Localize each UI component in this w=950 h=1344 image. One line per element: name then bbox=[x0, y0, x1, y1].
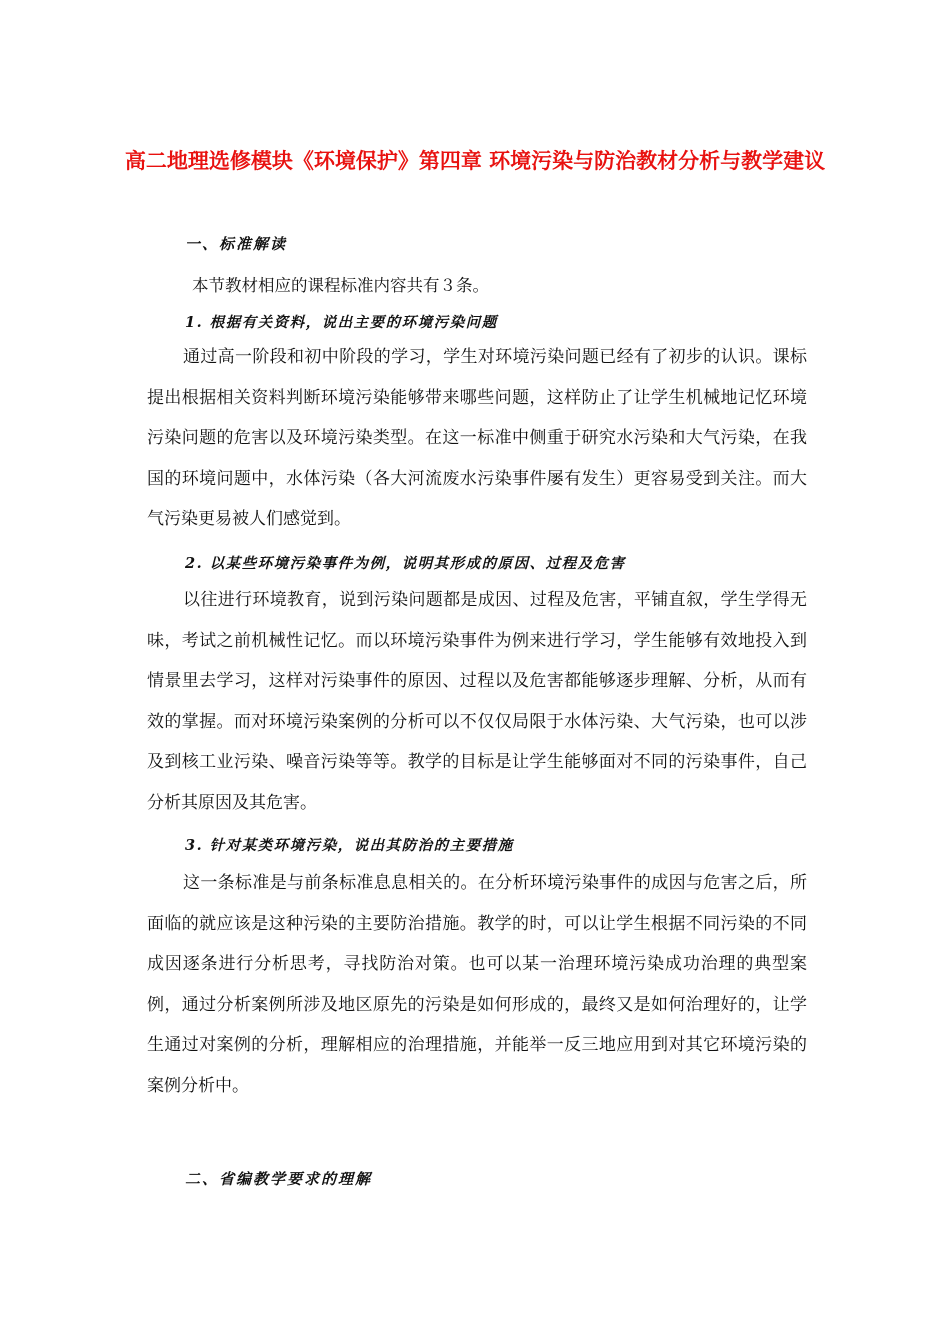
document-title: 高二地理选修模块《环境保护》第四章 环境污染与防治教材分析与教学建议 bbox=[124, 149, 826, 173]
standard-paragraph-1: 通过高一阶段和初中阶段的学习，学生对环境污染问题已经有了初步的认识。课标提出根据相关资料判断环境污染能够带来哪些问题，这样防止了让学生机械地记忆环境污染问题的危害以及环境污染类型。在这一标准中侧重于研究水污染和大气污染，在我国的环境问题中，水体污染（各大河流废水污染事件屡有发生）更容易受到关注。而大气污染更易被人们感觉到。 bbox=[147, 347, 807, 529]
section-heading-standards: 一、标准解读 bbox=[185, 235, 288, 253]
section-heading-requirements: 二、省编教学要求的理解 bbox=[185, 1170, 373, 1188]
section-intro: 本节教材相应的课程标准内容共有３条。 bbox=[192, 276, 489, 295]
standard-heading-1: 1. 根据有关资料，说出主要的环境污染问题 bbox=[185, 314, 498, 331]
standard-paragraph-3: 这一条标准是与前条标准息息相关的。在分析环境污染事件的成因与危害之后，所面临的就应该是这种污染的主要防治措施。教学的时，可以让学生根据不同污染的不同成因逐条进行分析思考，寻找防治对策。也可以某一治理环境污染成功治理的典型案例，通过分析案例所涉及地区原先的污染是如何形成的，最终又是如何治理好的，让学生通过对案例的分析，理解相应的治理措施，并能举一反三地应用到对其它环境污染的案例分析中。 bbox=[147, 873, 807, 1096]
standard-heading-3: 3. 针对某类环境污染，说出其防治的主要措施 bbox=[185, 837, 514, 854]
standard-heading-2: 2. 以某些环境污染事件为例，说明其形成的原因、过程及危害 bbox=[185, 555, 626, 572]
standard-paragraph-2: 以往进行环境教育，说到污染问题都是成因、过程及危害，平铺直叙，学生学得无味，考试之前机械性记忆。而以环境污染事件为例来进行学习，学生能够有效地投入到情景里去学习，这样对污染事件的原因、过程以及危害都能够逐步理解、分析，从而有效的掌握。而对环境污染案例的分析可以不仅仅局限于水体污染、大气污染，也可以涉及到核工业污染、噪音污染等等。教学的目标是让学生能够面对不同的污染事件，自己分析其原因及其危害。 bbox=[147, 590, 807, 813]
